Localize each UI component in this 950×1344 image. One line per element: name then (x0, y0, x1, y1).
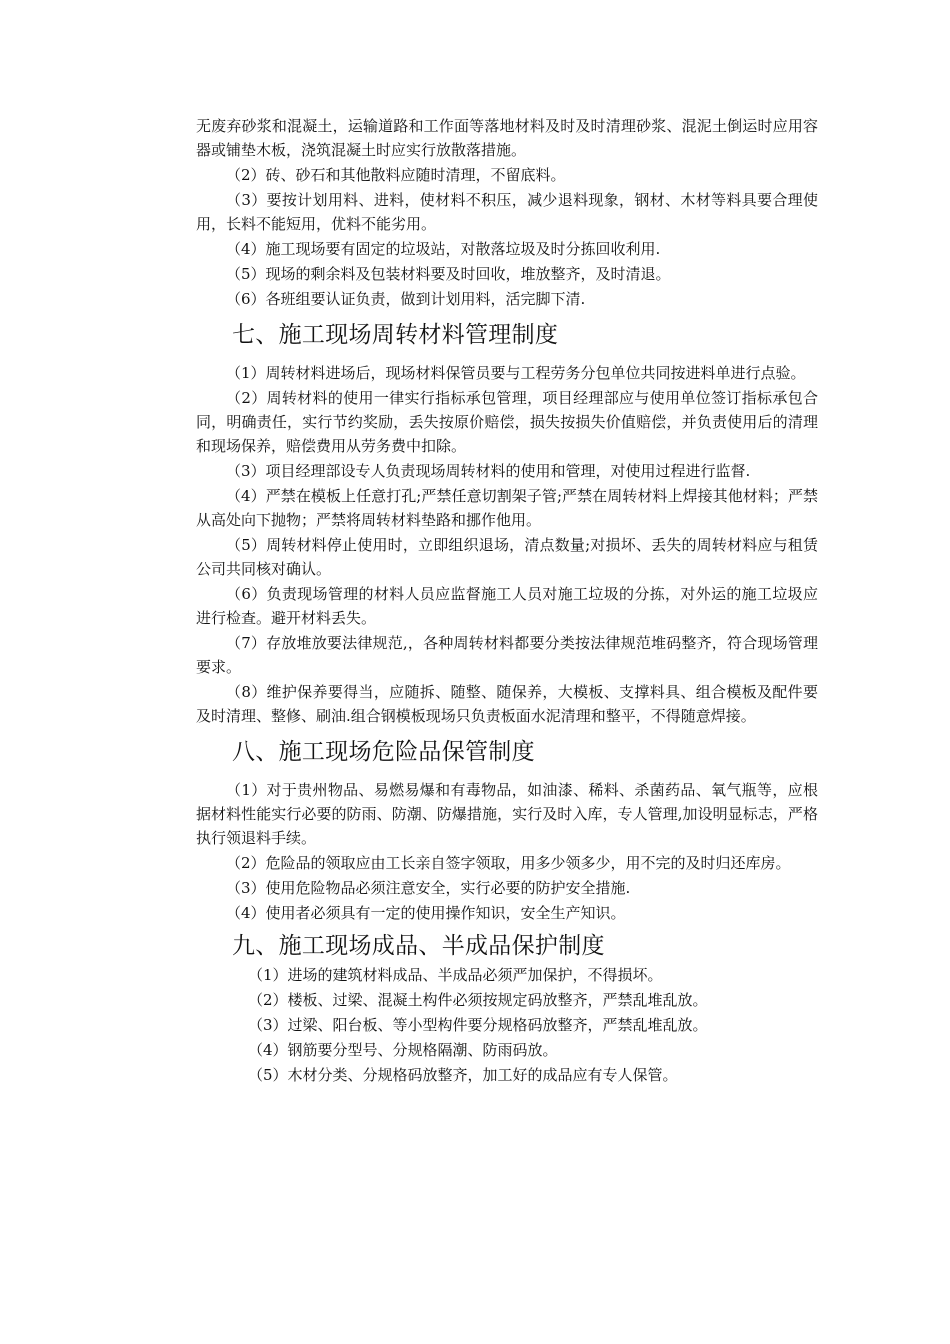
list-item: （2）砖、砂石和其他散料应随时清理，不留底料。 (226, 166, 566, 184)
paragraph-intro: 无废弃砂浆和混凝土，运输道路和工作面等落地材料及时及时清理砂浆、混泥土倒运时应用容器或铺垫木板，浇筑混凝土时应实行放散落措施。 (196, 117, 818, 159)
document-page (196, 114, 818, 1088)
list-item: （2）楼板、过梁、混凝土构件必须按规定码放整齐，严禁乱堆乱放。 (248, 991, 708, 1009)
list-item: （4）使用者必须具有一定的使用操作知识，安全生产知识。 (226, 904, 626, 922)
list-item: （8）维护保养要得当，应随拆、随整、随保养，大模板、支撑料具、组合模板及配件要及时清理、整修、刷油.组合钢模板现场只负责板面水泥清理和整平，不得随意焊接。 (196, 683, 818, 725)
list-item: （6）各班组要认证负责，做到计划用料，活完脚下清. (226, 290, 586, 308)
list-item: （4）钢筋要分型号、分规格隔潮、防雨码放。 (248, 1041, 558, 1059)
list-item: （1）对于贵州物品、易燃易爆和有毒物品，如油漆、稀料、杀菌药品、氧气瓶等，应根据材料性能实行必要的防雨、防潮、防爆措施，实行及时入库，专人管理,加设明显标志，严格执行领退料手续。 (196, 781, 818, 847)
list-item: （3）过梁、阳台板、等小型构件要分规格码放整齐，严禁乱堆乱放。 (248, 1016, 708, 1034)
list-item: （1）周转材料进场后，现场材料保管员要与工程劳务分包单位共同按进料单进行点验。 (226, 364, 806, 382)
list-item: （5）现场的剩余料及包装材料要及时回收，堆放整齐，及时清退。 (226, 265, 671, 283)
list-item: （2）周转材料的使用一律实行指标承包管理，项目经理部应与使用单位签订指标承包合同，明确责任，实行节约奖励，丢失按原价赔偿，损失按损失价值赔偿，并负责使用后的清理和现场保养，赔偿费用从劳务费中扣除。 (196, 389, 818, 455)
section-heading-9: 九、施工现场成品、半成品保护制度 (232, 933, 605, 959)
list-item: （5）周转材料停止使用时，立即组织退场，清点数量;对损坏、丢失的周转材料应与租赁公司共同核对确认。 (196, 536, 818, 578)
section-heading-7: 七、施工现场周转材料管理制度 (232, 322, 559, 348)
list-item: （3）项目经理部设专人负责现场周转材料的使用和管理，对使用过程进行监督. (226, 462, 751, 480)
list-item: （2）危险品的领取应由工长亲自签字领取，用多少领多少，用不完的及时归还库房。 (226, 854, 791, 872)
list-item: （3）使用危险物品必须注意安全，实行必要的防护安全措施. (226, 879, 631, 897)
list-item: （4）严禁在模板上任意打孔;严禁任意切割架子管;严禁在周转材料上焊接其他材料；严禁从高处向下抛物；严禁将周转材料垫路和挪作他用。 (196, 487, 818, 529)
list-item: （4）施工现场要有固定的垃圾站，对散落垃圾及时分拣回收利用. (226, 240, 661, 258)
list-item: （1）进场的建筑材料成品、半成品必须严加保护，不得损坏。 (248, 966, 663, 984)
list-item: （5）木材分类、分规格码放整齐，加工好的成品应有专人保管。 (248, 1066, 678, 1084)
list-item: （6）负责现场管理的材料人员应监督施工人员对施工垃圾的分拣，对外运的施工垃圾应进行检查。避开材料丢失。 (196, 585, 818, 627)
list-item: （7）存放堆放要法律规范,，各种周转材料都要分类按法律规范堆码整齐，符合现场管理要求。 (196, 634, 818, 676)
list-item: （3）要按计划用料、进料，使材料不积压，减少退料现象，钢材、木材等料具要合理使用，长料不能短用，优料不能劣用。 (196, 191, 818, 233)
section-heading-8: 八、施工现场危险品保管制度 (232, 739, 535, 765)
